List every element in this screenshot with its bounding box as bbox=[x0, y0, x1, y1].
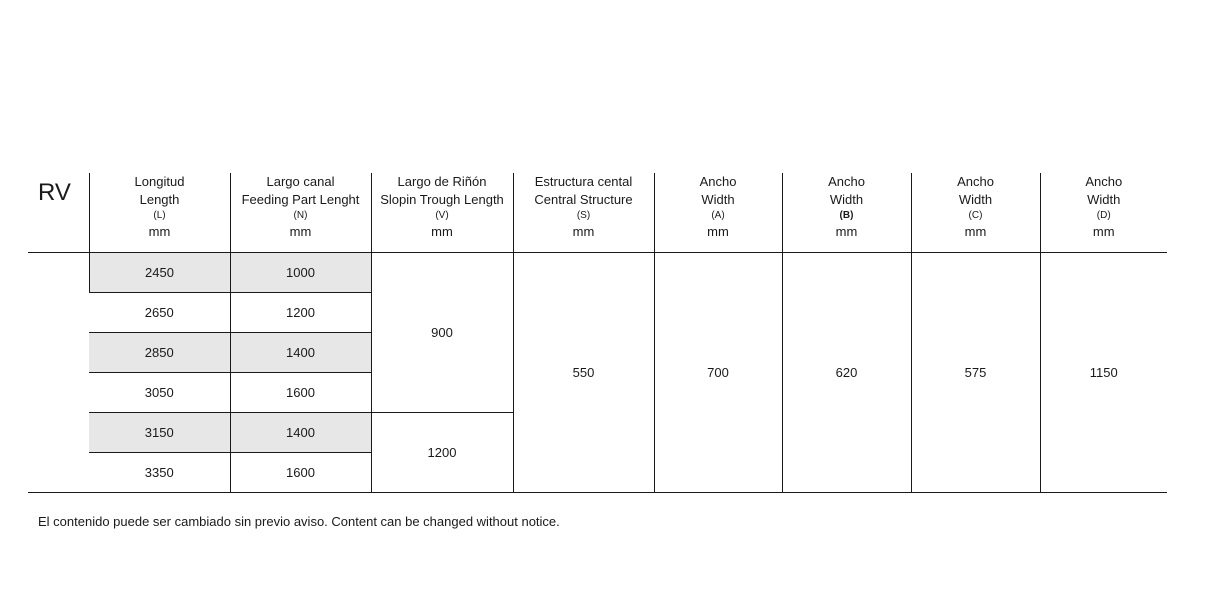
length-cell: 2450 bbox=[89, 253, 230, 293]
length-cell: 3150 bbox=[89, 413, 230, 453]
header-unit: mm bbox=[964, 224, 987, 239]
header-unit: mm bbox=[707, 224, 729, 239]
header-code: (D) bbox=[1096, 210, 1111, 221]
header-code: (A) bbox=[711, 210, 725, 221]
header-code: (L) bbox=[153, 210, 166, 221]
table-row bbox=[28, 253, 1167, 293]
header-line2: Width bbox=[958, 192, 993, 207]
header-line2: Central Structure bbox=[534, 192, 633, 207]
header-code: (V) bbox=[435, 210, 449, 221]
header-line1: Largo de Riñón bbox=[397, 174, 487, 189]
header-line2: Width bbox=[1087, 192, 1121, 207]
header-line2: Slopin Trough Length bbox=[380, 192, 504, 207]
header-code: (N) bbox=[293, 210, 308, 221]
header-row bbox=[28, 173, 1167, 253]
feeding-cell: 1600 bbox=[230, 453, 371, 493]
width-c-cell: 575 bbox=[911, 253, 1040, 493]
header-width-c bbox=[911, 173, 1040, 253]
length-cell: 2650 bbox=[89, 293, 230, 333]
header-line1: Ancho bbox=[828, 174, 865, 189]
length-cell: 3350 bbox=[89, 453, 230, 493]
header-line1: Largo canal bbox=[266, 174, 335, 189]
header-unit: mm bbox=[1092, 224, 1115, 239]
length-cell: 2850 bbox=[89, 333, 230, 373]
header-line2: Width bbox=[701, 192, 735, 207]
header-feeding-part bbox=[230, 173, 371, 253]
rv-column-cell bbox=[28, 253, 89, 493]
header-trough-length bbox=[371, 173, 513, 253]
header-code: (B) bbox=[839, 210, 854, 221]
header-line2: Width bbox=[829, 192, 864, 207]
spec-table bbox=[28, 173, 1167, 493]
header-line1: Ancho bbox=[957, 174, 994, 189]
header-central-structure bbox=[513, 173, 654, 253]
width-a-cell: 700 bbox=[654, 253, 782, 493]
feeding-cell: 1400 bbox=[230, 333, 371, 373]
header-unit: mm bbox=[289, 224, 312, 239]
corner-label: RV bbox=[28, 173, 89, 253]
feeding-cell: 1400 bbox=[230, 413, 371, 453]
header-width-a bbox=[654, 173, 782, 253]
length-cell: 3050 bbox=[89, 373, 230, 413]
width-b-cell: 620 bbox=[782, 253, 911, 493]
trough-cell: 1200 bbox=[371, 413, 513, 493]
feeding-cell: 1600 bbox=[230, 373, 371, 413]
header-line1: Longitud bbox=[134, 174, 185, 189]
feeding-cell: 1000 bbox=[230, 253, 371, 293]
feeding-cell: 1200 bbox=[230, 293, 371, 333]
header-line2: Length bbox=[139, 192, 180, 207]
header-code: (C) bbox=[968, 210, 983, 221]
header-unit: mm bbox=[572, 224, 595, 239]
header-line1: Estructura cental bbox=[534, 174, 633, 189]
header-length bbox=[89, 173, 230, 253]
trough-cell: 900 bbox=[371, 253, 513, 413]
width-d-cell: 1150 bbox=[1040, 253, 1167, 493]
header-line2: Feeding Part Lenght bbox=[241, 192, 360, 207]
header-code: (S) bbox=[576, 210, 591, 221]
header-unit: mm bbox=[835, 224, 858, 239]
header-width-d bbox=[1040, 173, 1167, 253]
central-structure-cell: 550 bbox=[513, 253, 654, 493]
header-line1: Ancho bbox=[699, 174, 737, 189]
header-unit: mm bbox=[148, 224, 171, 239]
header-unit: mm bbox=[431, 224, 453, 239]
footnote: El contenido puede ser cambiado sin previo aviso. Content can be changed without notice. bbox=[38, 514, 560, 529]
header-width-b bbox=[782, 173, 911, 253]
header-line1: Ancho bbox=[1085, 174, 1123, 189]
